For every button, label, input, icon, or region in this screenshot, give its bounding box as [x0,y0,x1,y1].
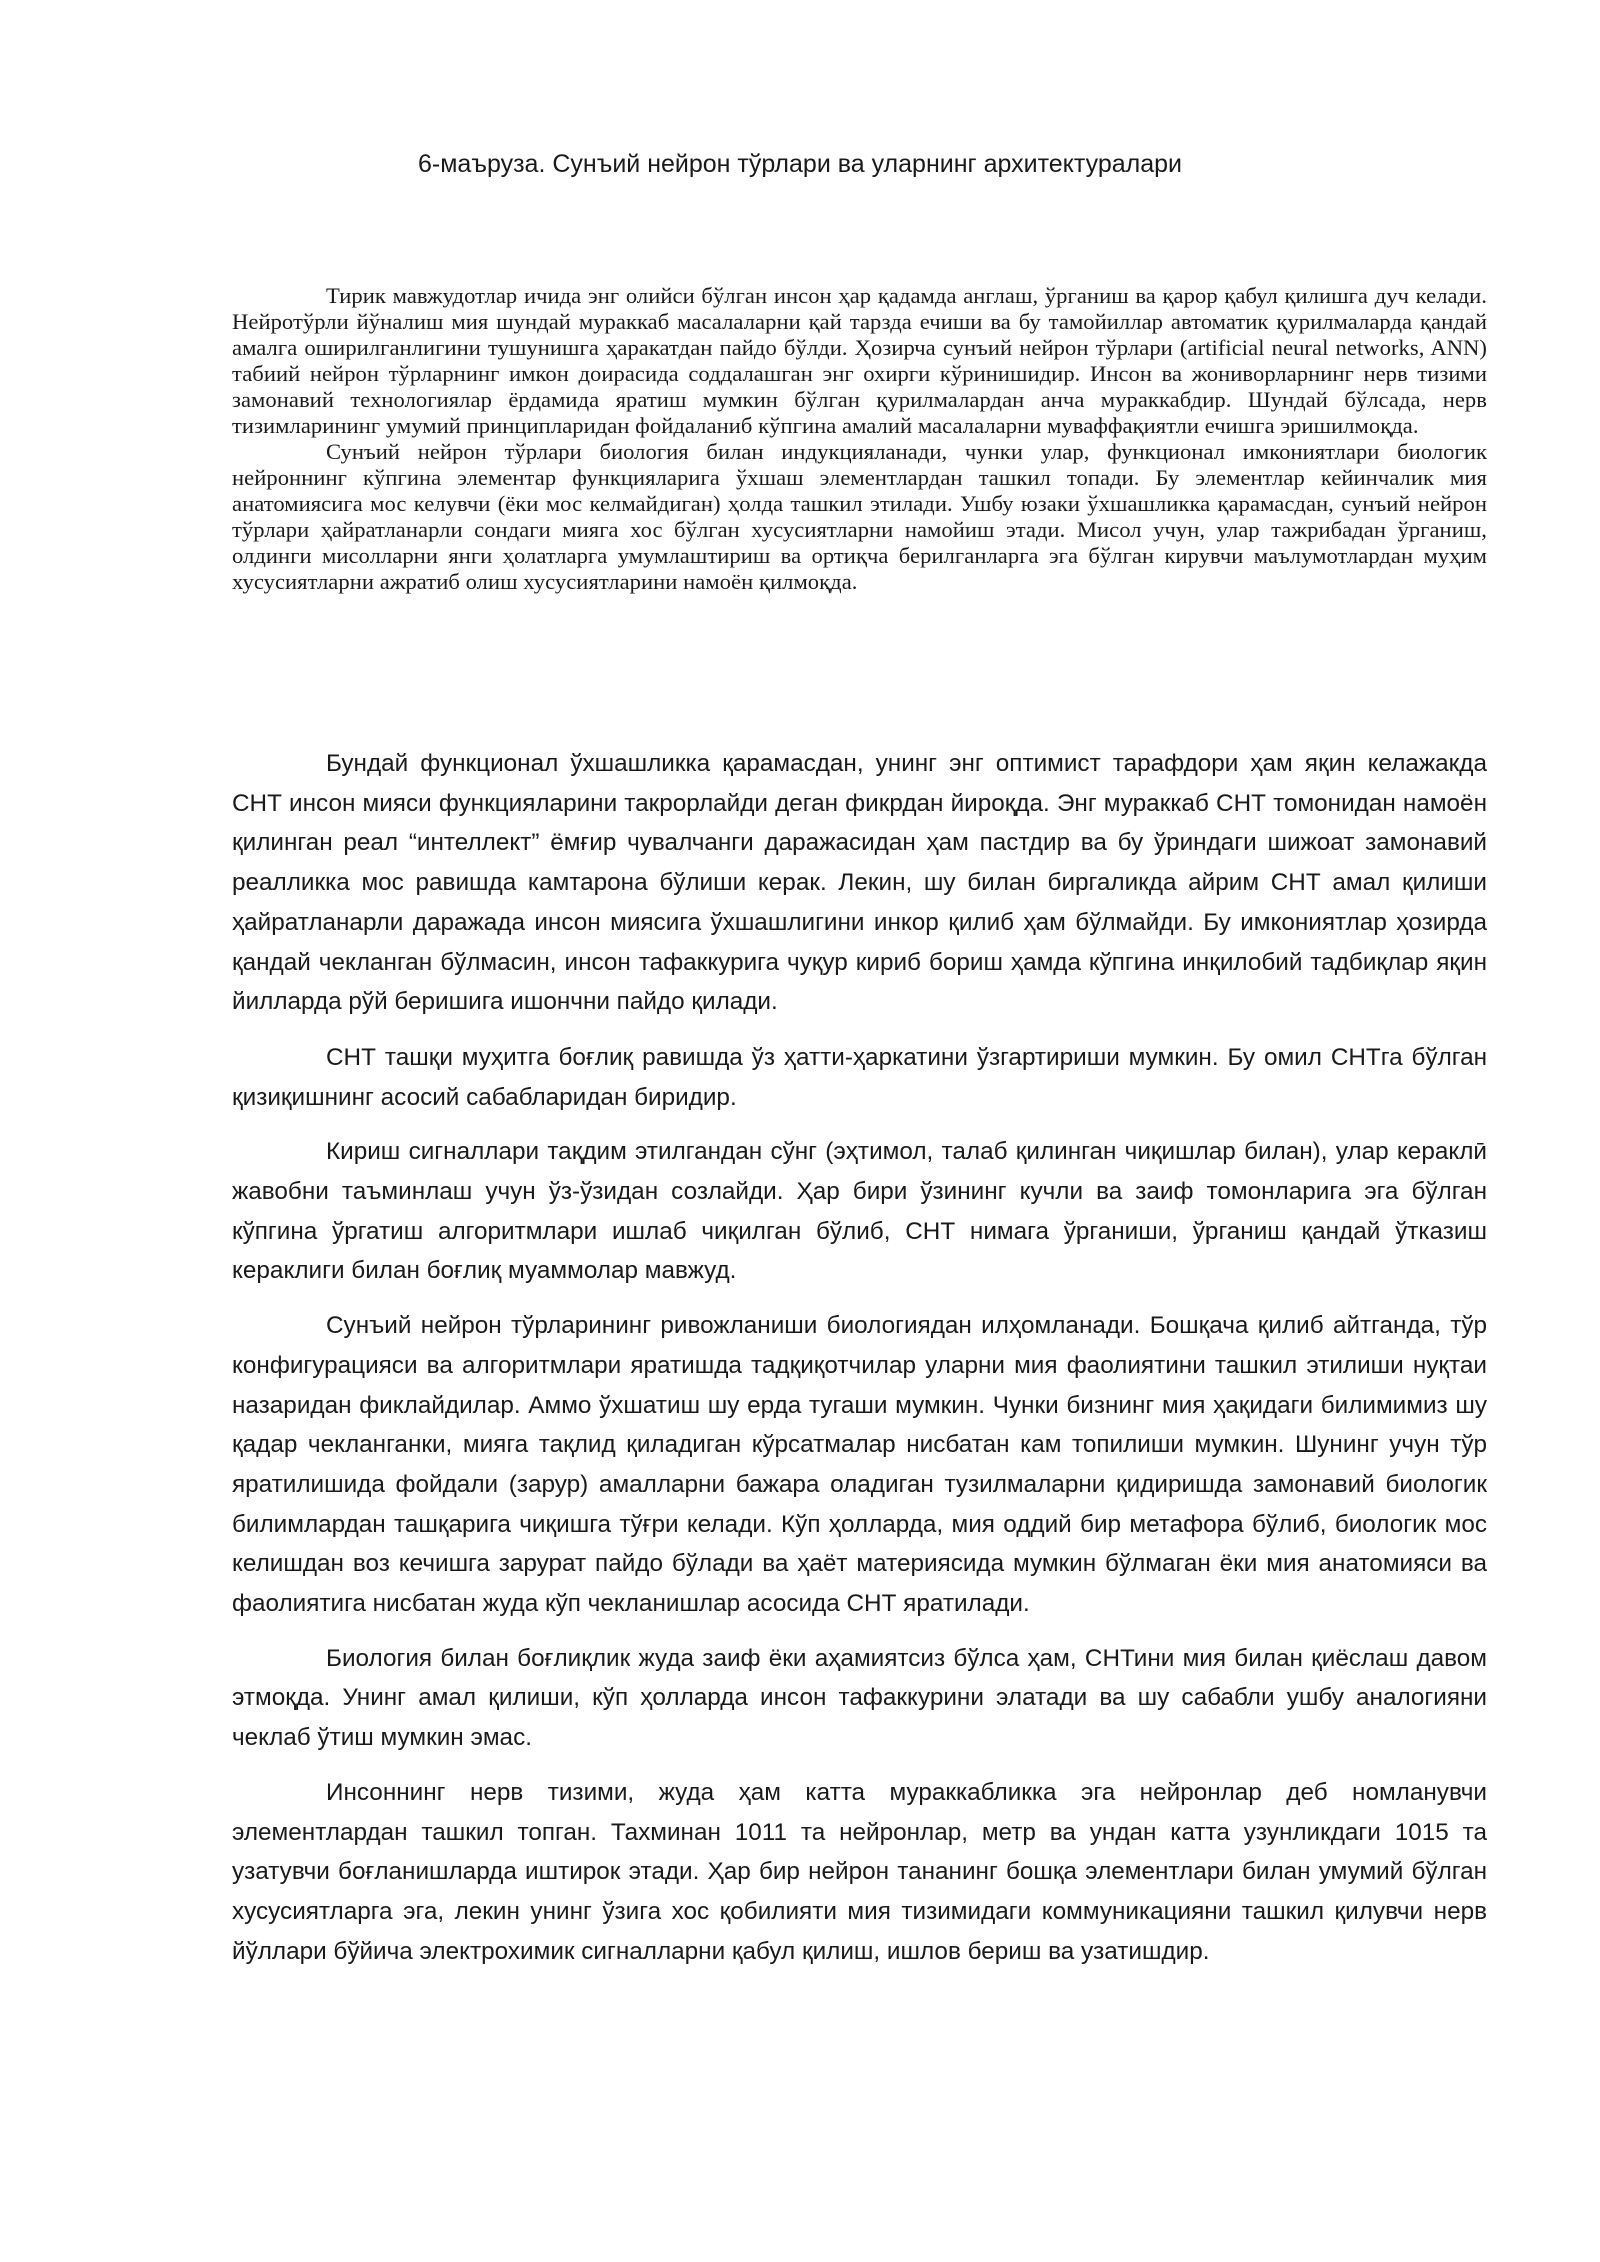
main-section [232,744,1487,1986]
paragraph: Бундай функционал ўхшашликка қарамасдан, унинг энг оптимист тарафдори ҳам яқин келажакда СНТ инсон мияси функцияларини такрорлайди деган фикрдан йироқда. Энг мураккаб СНТ томонидан намоён қилинган реал “интеллект” ёмғир чувалчанги даражасидан ҳам пастдир ва бу ўриндаги шижоат замонавий реалликка мос равишда камтарона бўлиши керак. Лекин, шу билан биргаликда айрим СНТ амал қилиши ҳайратланарли даражада инсон миясига ўхшашлигини инкор қилиб ҳам бўлмайди. Бу имкониятлар ҳозирда қандай чекланган бўлмасин, инсон тафаккурига чуқур кириб бориш ҳамда кўпгина инқилобий тадбиқлар яқин йилларда рўй беришига ишончни пайдо қилади. [232,750,1487,1016]
paragraph: Сунъий нейрон тўрлари биология билан индукцияланади, чунки улар, функционал имкониятлари биологик нейроннинг кўпгина элементар функцияларига ўхшаш элементлардан ташкил топади. Бу элементлар кейинчалик мия анатомиясига мос келувчи (ёки мос келмайдиган) ҳолда ташкил этилади. Ушбу юзаки ўхшашликка қарамасдан, сунъий нейрон тўрлари ҳайратланарли сондаги мияга хос бўлган хусусиятларни намойиш этади. Мисол учун, улар тажрибадан ўрганиш, олдинги мисолларни янги ҳолатларга умумлаштириш ва ортиқча берилганларга эга бўлган кирувчи маълумотлардан муҳим хусусиятларни ажратиб олиш хусусиятларини намоён қилмоқда. [232,439,1487,594]
paragraph: Инсоннинг нерв тизими, жуда ҳам катта мураккабликка эга нейронлар деб номланувчи элементлардан ташкил топган. Тахминан 1011 та нейронлар, метр ва ундан катта узунликдаги 1015 та узатувчи боғланишларда иштирок этади. Ҳар бир нейрон тананинг бошқа элементлари билан умумий бўлган хусусиятларга эга, лекин унинг ўзига хос қобилияти мия тизимидаги коммуникацияни ташкил қилувчи нерв йўллари бўйича электрохимик сигналларни қабул қилиш, ишлов бериш ва узатишдир. [232,1778,1487,1965]
paragraph: СНТ ташқи муҳитга боғлиқ равишда ўз ҳатти-ҳаркатини ўзгартириши мумкин. Бу омил СНТга бўлган қизиқишнинг асосий сабабларидан биридир. [232,1043,1487,1111]
paragraph: Биология билан боғлиқлик жуда заиф ёки аҳамиятсиз бўлса ҳам, СНТини мия билан қиёслаш давом этмоқда. Унинг амал қилиши, кўп ҳолларда инсон тафаккурини элатади ва шу сабабли ушбу аналогияни чеклаб ўтиш мумкин эмас. [232,1644,1487,1752]
paragraph: Тирик мавжудотлар ичида энг олийси бўлган инсон ҳар қадамда англаш, ўрганиш ва қарор қабул қилишга дуч келади. Нейротўрли йўналиш мия шундай мураккаб масалаларни қай тарзда ечиши ва бу тамойиллар автоматик қурилмаларда қандай амалга оширилганлигини тушунишга ҳаракатдан пайдо бўлди. Ҳозирча сунъий нейрон тўрлари (artificial neural networks, ANN) табиий нейрон тўрларнинг имкон доирасида соддалашган энг охирги кўринишидир. Инсон ва жониворларнинг нерв тизими замонавий технологиялар ёрдамида яратиш мумкин бўлган қурилмалардан анча мураккабдир. Шундай бўлсада, нерв тизимларининг умумий принципларидан фойдаланиб кўпгина амалий масалаларни муваффақиятли ечишга эришилмоқда. [232,283,1487,438]
paragraph: Сунъий нейрон тўрларининг ривожланиши биологиядан илҳомланади. Бошқача қилиб айтганда, тўр конфигурацияси ва алгоритмлари яратишда тадқиқотчилар уларни мия фаолиятини ташкил этилиши нуқтаи назаридан фиклайдилар. Аммо ўхшатиш шу ерда тугаши мумкин. Чунки бизнинг мия ҳақидаги билимимиз шу қадар чекланганки, мияга тақлид қиладиган кўрсатмалар нисбатан кам топилиши мумкин. Шунинг учун тўр яратилишида фойдали (зарур) амалларни бажара оладиган тузилмаларни қидиришда замонавий биологик билимлардан ташқарига чиқишга тўғри келади. Кўп ҳолларда, мия оддий бир метафора бўлиб, биологик мос келишдан воз кечишга зарурат пайдо бўлади ва ҳаёт материясида мумкин бўлмаган ёки мия анатомияси ва фаолиятига нисбатан жуда кўп чекланишлар асосида СНТ яратилади. [232,1312,1487,1618]
intro-section [232,283,1487,595]
paragraph: Кириш сигналлари тақдим этилгандан сўнг (эҳтимол, талаб қилинган чиқишлар билан), улар кераклӣ жавобни таъминлаш учун ўз-ўзидан созлайди. Ҳар бири ўзининг кучли ва заиф томонларига эга бўлган кўпгина ўргатиш алгоритмлари ишлаб чиқилган бўлиб, СНТ нимага ўрганиши, ўрганиш қандай ўтказиш кераклиги билан боғлиқ муаммолар мавжуд. [232,1138,1487,1285]
page-title: 6-маъруза. Сунъий нейрон тўрлари ва уларнинг архитектуралари [418,150,1182,178]
